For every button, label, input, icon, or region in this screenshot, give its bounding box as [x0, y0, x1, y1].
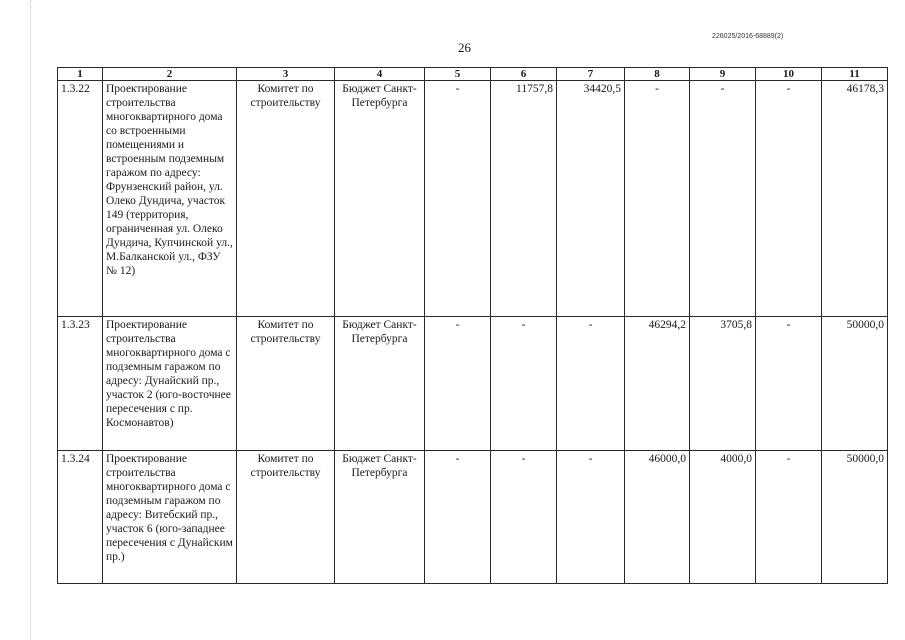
value-col-11: 50000,0 [822, 451, 888, 584]
value-col-8: 46000,0 [625, 451, 690, 584]
column-header: 1 [58, 68, 103, 81]
column-header: 11 [822, 68, 888, 81]
value-col-10: - [756, 81, 822, 317]
table-row [58, 451, 888, 584]
value-col-6: - [491, 317, 557, 451]
value-col-10: - [756, 317, 822, 451]
item-description: Проектирование строительства многоквартирного дома с подземным гаражом по адресу: Витебский пр., участок 6 (юго-западнее пересечения с Дунайским пр.) [103, 451, 237, 584]
value-col-7: - [557, 317, 625, 451]
column-header: 6 [491, 68, 557, 81]
table-row [58, 317, 888, 451]
document-reference: 226025/2016-68889(2) [712, 33, 784, 40]
item-funding-source: Бюджет Санкт-Петербурга [335, 317, 425, 451]
value-col-5: - [425, 81, 491, 317]
column-header: 5 [425, 68, 491, 81]
column-header: 4 [335, 68, 425, 81]
item-executor: Комитет по строительству [237, 81, 335, 317]
item-number: 1.3.23 [58, 317, 103, 451]
value-col-8: - [625, 81, 690, 317]
column-header: 9 [690, 68, 756, 81]
value-col-9: 4000,0 [690, 451, 756, 584]
value-col-5: - [425, 451, 491, 584]
value-col-9: - [690, 81, 756, 317]
column-header: 2 [103, 68, 237, 81]
column-header: 10 [756, 68, 822, 81]
value-col-11: 46178,3 [822, 81, 888, 317]
value-col-11: 50000,0 [822, 317, 888, 451]
budget-table [57, 67, 888, 584]
item-number: 1.3.24 [58, 451, 103, 584]
item-executor: Комитет по строительству [237, 451, 335, 584]
item-description: Проектирование строительства многоквартирного дома со встроенными помещениями и встроенным подземным гаражом по адресу: Фрунзенский район, ул. Олеко Дундича, участок 149 (территория, ограниченная ул. Олеко Дундича, Купчинской ул., М.Балканской ул., ФЗУ № 12) [103, 81, 237, 317]
value-col-9: 3705,8 [690, 317, 756, 451]
item-number: 1.3.22 [58, 81, 103, 317]
column-header: 7 [557, 68, 625, 81]
value-col-6: - [491, 451, 557, 584]
scan-edge [30, 0, 31, 640]
value-col-6: 11757,8 [491, 81, 557, 317]
item-description: Проектирование строительства многоквартирного дома с подземным гаражом по адресу: Дунайский пр., участок 2 (юго-восточнее пересечения с пр. Космонавтов) [103, 317, 237, 451]
item-funding-source: Бюджет Санкт-Петербурга [335, 451, 425, 584]
value-col-8: 46294,2 [625, 317, 690, 451]
value-col-5: - [425, 317, 491, 451]
item-funding-source: Бюджет Санкт-Петербурга [335, 81, 425, 317]
item-executor: Комитет по строительству [237, 317, 335, 451]
value-col-7: 34420,5 [557, 81, 625, 317]
column-header: 3 [237, 68, 335, 81]
value-col-7: - [557, 451, 625, 584]
table-row [58, 81, 888, 317]
page-number: 26 [458, 40, 471, 55]
value-col-10: - [756, 451, 822, 584]
header-row [58, 68, 888, 81]
column-header: 8 [625, 68, 690, 81]
